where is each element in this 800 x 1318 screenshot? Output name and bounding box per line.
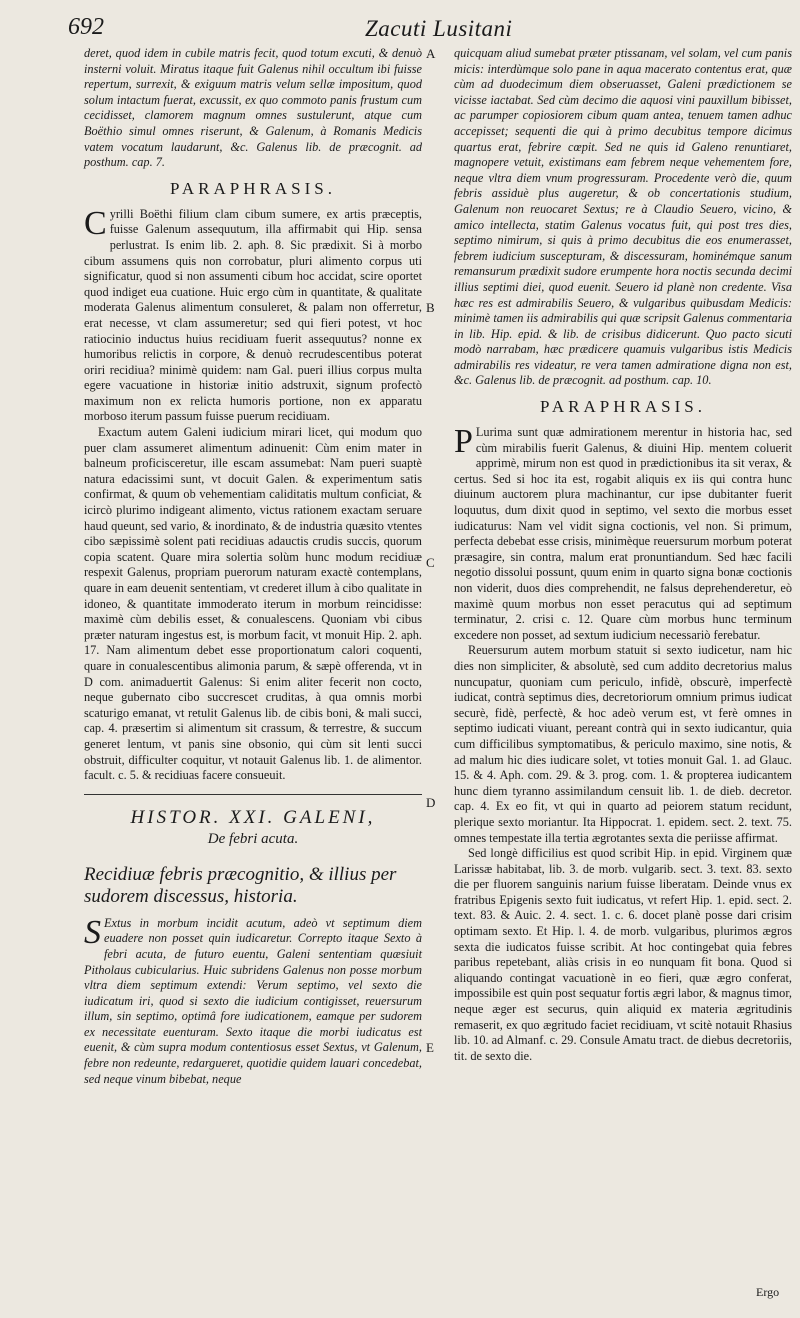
section-heading: Recidiuæ febris præcognitio, & illius per sudorem discessus, historia. xyxy=(84,863,397,907)
right-top-text: quicquam aliud sumebat præter ptissanam, vel solam, vel cum panis micis: interdùmque solo pane in aqua macerato contentus erat, quæ cùm ad duodecimum diem obseruasset, Galeni prædictionem se vicisse iactabat. Sed cùm decimo die aquosi vini pauxillum bibisset, ac parumper copiosiorem cibum quam antea, tenuem tamen adhuc accepisset; sequenti die qui à primo decubitus tempore dicimus quartus erat, febrire cœpit. Sed ne quis id Galeno renuntiaret, magnopere vetuit, existimans eam febrem neque vehementem fore, neque vltra diem vnum progressuram. Procedente verò die, quum febris assiduè plus augeretur, & ob concertationis studium, Galenum non reuocaret Sextus; re à Claudio Seuero, vicino, & amico intellecta, statim Galenus vocatus fuit, qui post tres dies, septimo nimirum, si quis à primo decubitus die eos enumerasset, febrem iudicium suscepturam, & discessuram, hominémque sanum remansurum prædixit sudore erumpente hora noctis secunda decimi illius septimi diei, quod euenit. Seuero id planè non credente. Visa hæc res est admirabilis Seuero, & vulgaribus quibusdam Medicis: minimè tamen iis admirabilis qui quæ scripsit Galenus commentaria in lib. Hip. epid. & lib. de crisibus didicerunt. Quo pacto sicuti modò narrabam, hæc prædicere quamuis vulgaribus istis Medicis admirabilis res videatur, re vera tamen admiratione digna non est, &c. Galenus lib. de præcognit. ad posthum. cap. 10. xyxy=(454,46,792,388)
margin-letter-b: B xyxy=(426,300,435,315)
margin-letter-d: D xyxy=(426,795,436,810)
margin-letter-e: E xyxy=(426,1040,434,1055)
paraphrasis-heading: PARAPHRASIS. xyxy=(170,178,336,198)
page-header xyxy=(68,14,780,44)
margin-letter-a: A xyxy=(426,46,436,61)
drop-cap: C xyxy=(84,204,107,242)
paraphrasis-paragraph xyxy=(84,204,422,425)
history-text: Extus in morbum incidit acutum, adeò vt septimum diem euadere non posset quin iudicaretur. Correpto itaque Sexto à febri acuta, de futuro euentu, Galeni sententiam quæsiuit Pitholaus cubicularius. Huic subridens Galenus non posse morbum vltra diem septimum extendi: Verum septimo, vel sexto die iudicatum iri, quod si sexto die iudicium contigisset, reuersurum illum, sin septimo, optimâ fore iudicationem, eamque per sudorem ex necessitate euenturam. Sexto itaque die morbi iudicatus est euenit, & cùm supra modum contentiosus esset Sextus, vt Galenum, febre non redeunte, redargueret, quotidie quidem lauari concedebat, sed neque vinum bibebat, neque xyxy=(84,915,422,1086)
divider-rule xyxy=(84,794,422,795)
catchword: Ergo xyxy=(756,1285,780,1299)
margin-letter-c: C xyxy=(426,555,435,570)
page-number: 692 xyxy=(68,14,104,40)
paraphrasis-heading-2: PARAPHRASIS. xyxy=(540,397,706,417)
right-column xyxy=(454,46,792,1064)
paraphrasis-paragraph-2: Reuersurum autem morbum statuit si sexto iudicetur, nam hic dies non simpliciter, & absolutè, sed cum addito decretorius malus nuncupatur, quoniam cum periculo, infidè, obscurè, imperfectè iudicat, contrà septimus dies, decretoriorum omnium primus iudicat securè, fidè, perfectè, & hoc adeò verum est, vt ferè omnes in septimo iudicati viuant, pereant contrà qui in sexto iudicantur, quia cum difficilibus symptomatibus, & periculo maximo, sine notis, & ad malum hic dies iudicare solet, vt toties monuit Gal. 1. ad Glauc. 15. & 4. Aph. com. 29. & 3. prog. com. 1. & propterea iudicantem hunc diem tyranno assimilandum censuit lib. 1. de dieb. decretor. cap. 4. Ex eo fit, vt qui in quarto ad peiorem statum recidunt, plerique sexto moriantur. Ita Hippocrat. 1. epidem. sect. 2. text. 75. omnes tempestate illa tertia ægrotantes sexta die periisse affirmat. xyxy=(454,643,792,845)
paraphrasis-text: Lurima sunt quæ admirationem merentur in historia hac, sed cùm mirabilis fuerit Galenus, & diuini Hip. mentem coluerit apprimè, mirum non est quod in prædictionibus ita sit verax, & certus. Sed si hoc ita est, rogabit aliquis ex iis qui contra hunc diuinum auctorem plura machinantur, cur ipse dubitanter fuerit loquutus, dum dixit quod in septimo, vel sexto die morbus esset iudicaturus: Nam vel vidit signa coctionis, vel non. Si primum, perfecta debebat esse crisis, minimèque reuersurum morbum poterat præsagire, sin contra, malum erat pronuntiandum. Sed hæc facili negotio dissolui possunt, quum enim in quarto signa bonæ coctionis non viderit, duos dies comprehendit, ne falsus deprehenderetur, eò maximè quum morbus non esset peracutus qui ad septimum terminatur, 2. crisi c. 12. Quare cùm morbus hunc terminum excedere non posset, ad sextum iudicium necessariò ferebatur. xyxy=(454,425,792,642)
drop-cap: S xyxy=(84,913,101,951)
history-paragraph xyxy=(84,913,422,1088)
drop-cap: P xyxy=(454,423,473,461)
left-column xyxy=(84,46,422,1087)
paraphrasis-paragraph-3: Sed longè difficilius est quod scribit Hip. in epid. Virginem quæ Larissæ habitabat, lib. 3. de morb. vulgarib. sect. 3. text. 83. sexto die per fluorem sanguinis narium fuisse liberatam. Deinde vnus ex fratribus Epigenis sexto fuit iudicatus, vt refert Hip. 1. epid. sect. 2. text. 83. & Auic. 2. 4. sect. 1. c. 6. docet planè posse dari crisim optimam sexto. Et Hip. l. 4. de morb. vulgaribus, plurimos ægros sexta die iudicatos fuisse scribit. At hoc contingebat quia febres paribus repetebant, aliàs crisis in eo nunquam fit bona. Quod si aliquando contingat vacuationè in eo fieri, quæ ægro conferat, impossibile est quin post sequatur fortis ægri labor, & magnus timor, neque æger est securus, quin aliquid ex materia ægritudinis remaserit, ex quo ægritudo faciet recidiuam, vt scitè notauit Rhasius lib. 10. ad Almanf. c. 29. Consule Amatu tract. de diebus decretoriis, tit. de sexto die. xyxy=(454,846,792,1063)
left-top-text: deret, quod idem in cubile matris fecit, quod totum excuti, & denuò insterni voluit. Miratus itaque fuit Galenus nihil occultum ibi fuisse repertum, surrexit, & exiguum matris velum sellæ impositum, quod solum intactum fuerat, excussit, ex quo commoto panis frustum cum cecidisset, clamorem magnum omnes sustulerunt, atque cum Boëthio simul omnes riserunt, & Galenum, à Romanis Medicis vatem vocatum laudarunt, &c. Galenus lib. de præcognit. ad posthum. cap. 7. xyxy=(84,46,422,170)
paraphrasis-paragraph-2: Exactum autem Galeni iudicium mirari licet, qui modum quo puer clam assumeret alimentum adinuenit: Cùm enim mater in balneum proficisceretur, ille escam assumebat: Nam pueri suaptè natura edacissimi sunt, vt docuit Galen. & experimentum satis confirmat, & quum ob vehementiam caliditatis multum conficiat, & icircò plurimo indigeant alimento, victus rationem exactam seruare haud queunt, sed vario, & inordinato, & de industria quæsito vtentes cibo sæpissimè solent pati recidiuas adauctis crudis succis, quorum copia scatent. Quare mira solertia solùm hunc modum recidiuæ respexit Galenus, propriam puerorum naturam exactè contemplans, quare in eam deuenit sententiam, vt crederet illum à cibo qualitate in idoneo, & quantitate immoderato iterum in morbum reincidisse: maximè cùm debilis esset, & conualescens. Quoniam vbi cibus præter naturam ingestus est, is morbum facit, vt monuit Hip. 2. aph. 17. Nam alimentum debet esse proportionatum calori coquenti, quare in conualescentibus alimonia parum, & sæpè offerenda, vt in D com. animaduertit Galenus: Si enim aliter fecerit non cocto, neque gubernato cibo succrescet cruditas, à qua omnis morbi scaturigo emanat, vt retulit Galenus lib. de cibis boni, & mali succi, cap. 4. præsertim si alimentum sit crassum, & terrestre, & succum generet lentum, vt panis sine obsonio, qui cùm sit lenti succi obstruit, difficulter coquitur, vt notauit Galenus lib. 1. de alimentor. facult. c. 5. & recidiuas facere consueuit. xyxy=(84,425,422,783)
paraphrasis-paragraph xyxy=(454,425,792,643)
running-head: Zacuti Lusitani xyxy=(365,16,513,41)
history-subtitle: De febri acuta. xyxy=(207,830,299,847)
history-title: HISTOR. XXI. GALENI, xyxy=(130,806,376,828)
paraphrasis-text: yrilli Boëthi filium clam cibum sumere, ex artis præceptis, fuisse Galenum assequutum, illa affirmabit qui Hip. sensa perlustrat. Is enim lib. 2. aph. 8. Sic prædixit. Si à morbo cibum assumens quis non corrobatur, pluri alimento corpus uti significatur, quod si non assumenti cibum hoc accidat, scire oportet quod indiget eua cuatione. Huic ergo cùm in quantitate, & qualitate moderata Galenus alimentum consuleret, & palam non offerretur, erat necesse, vt clam assumeretur; sed qui fieri potest, vt hoc ratiocinio inductus huius recidiuam fuerit assequutus? nonne ex humoribus relictis in corpore, & denuò recrudescentibus poterat oriri recidiua? minimè quidem: nam Gal. pueri illius corpus multa egere vacuatione in historiæ initio adstruxit, signum profectò maximum non ex relicta humoris portione, non ex apparatu morboso iterum passum fuisse puerum recidiuam. xyxy=(84,206,422,424)
